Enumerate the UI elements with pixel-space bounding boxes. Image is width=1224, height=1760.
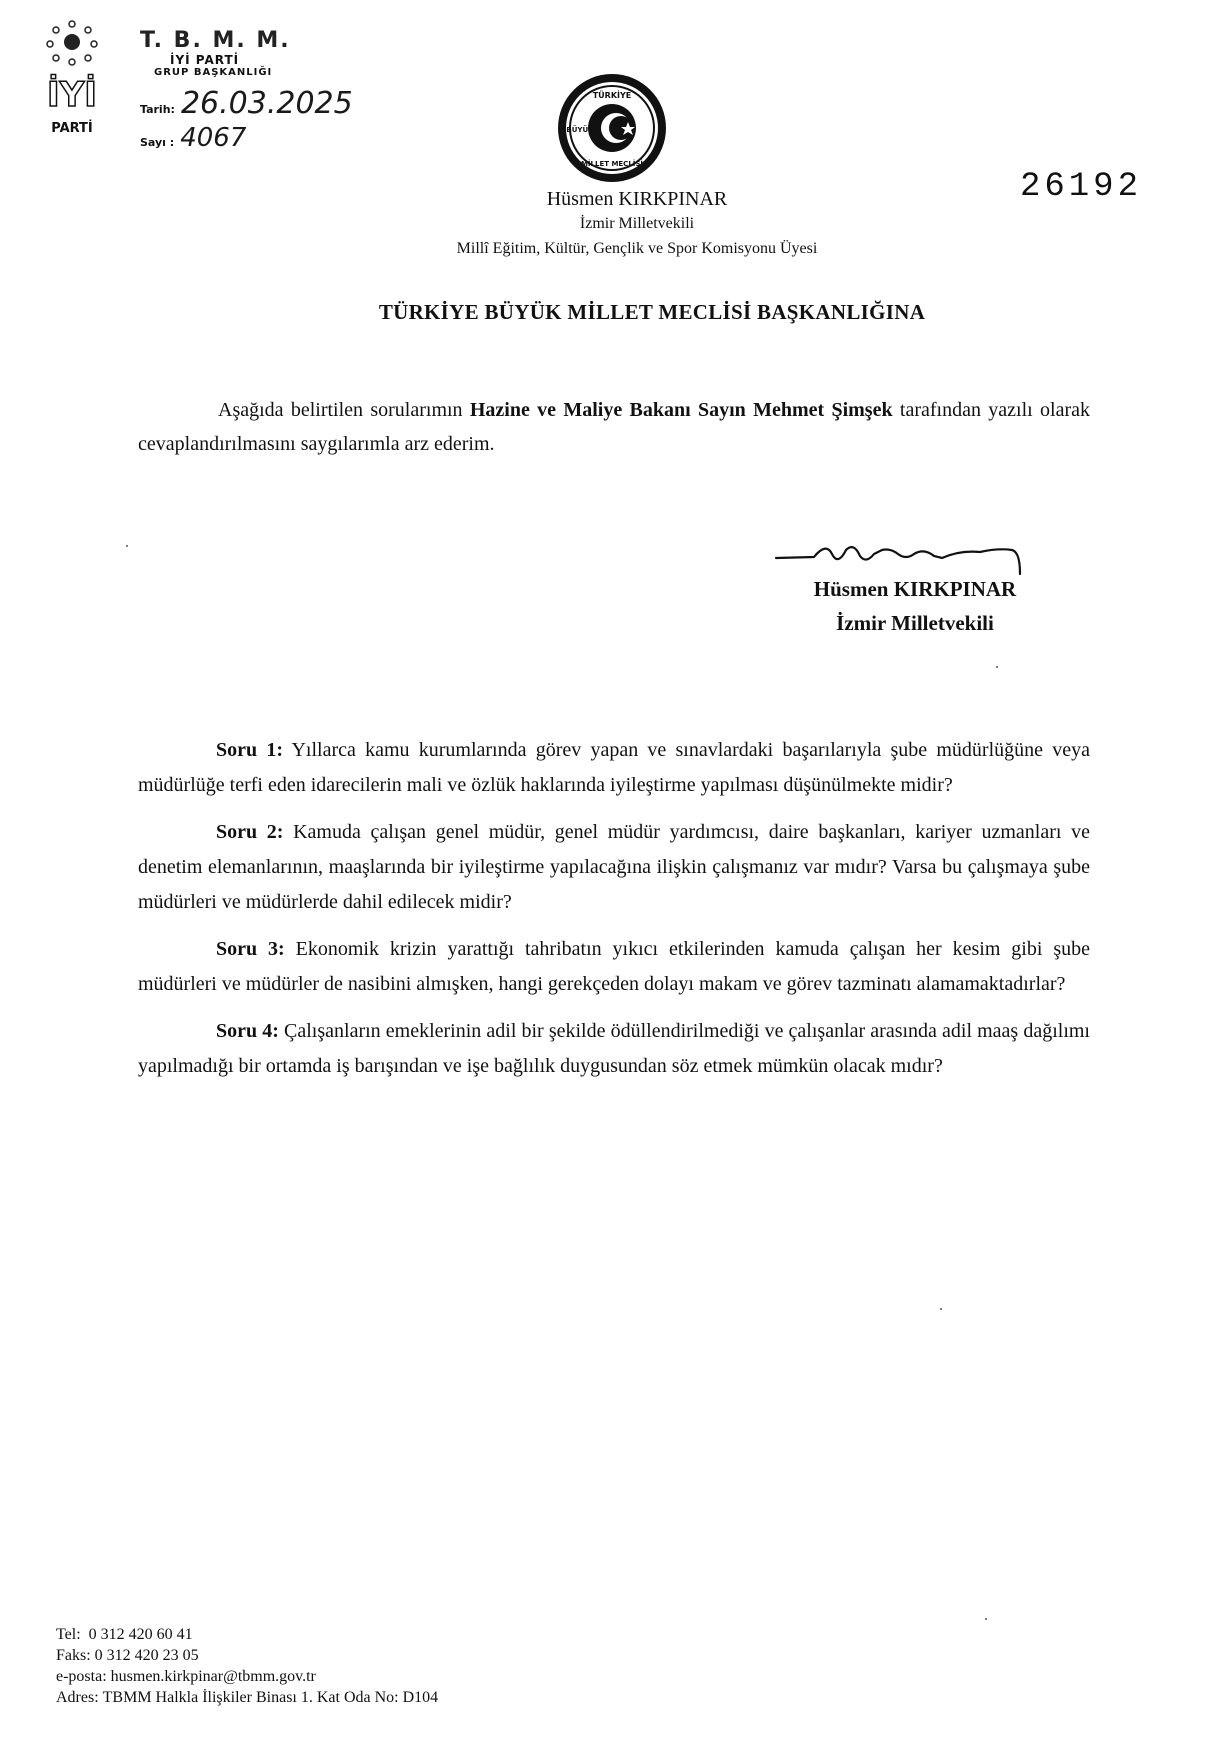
signature-name: Hüsmen KIRKPINAR — [813, 577, 1017, 601]
question-text: Yıllarca kamu kurumlarında görev yapan ve sınavlardaki başarılarıyla şube müdürlüğüne veya müdürlüğe terfi eden idarecilerin mali ve özlük haklarında iyileştirme yapılması düşünülmekte midir? — [138, 739, 1090, 796]
stamp-number-value: 4067 — [180, 123, 247, 153]
scan-speck — [985, 1618, 987, 1620]
received-stamp — [140, 28, 353, 153]
questions-list — [138, 733, 1090, 1096]
seal-text-top: TÜRKİYE — [592, 91, 632, 100]
footer-email — [56, 1666, 438, 1687]
scan-speck — [126, 545, 128, 547]
stamp-office: GRUP BAŞKANLIĞI — [154, 67, 273, 78]
question-text: Ekonomik krizin yarattığı tahribatın yıkıcı etkilerinden kamuda çalışan her kesim gibi şube müdürleri ve müdürler de nasibini almışken, hangi gerekçeden dolayı makam ve görev tazminatı alamamaktadırlar? — [138, 938, 1090, 995]
email-label: e-posta: — [56, 1668, 107, 1685]
intro-after: tarafından yazılı olarak cevaplandırılmasını saygılarımla arz ederim. — [138, 399, 1090, 455]
recipient-title: TÜRKİYE BÜYÜK MİLLET MECLİSİ BAŞKANLIĞINA — [378, 300, 926, 324]
seal-text-bottom: MİLLET MECLİSİ — [580, 160, 644, 168]
fax-value: 0 312 420 23 05 — [94, 1647, 199, 1664]
contact-footer — [56, 1624, 438, 1708]
email-value: husmen.kirkpinar@tbmm.gov.tr — [110, 1668, 316, 1685]
stamp-date-label: Tarih: — [140, 103, 175, 116]
sender-committee: Millî Eğitim, Kültür, Gençlik ve Spor Komisyonu Üyesi — [456, 240, 818, 257]
footer-tel — [56, 1624, 438, 1645]
question-3 — [138, 932, 1090, 1002]
question-text: Kamuda çalışan genel müdür, genel müdür yardımcısı, daire başkanları, kariyer uzmanları ve denetim elemanlarının, maaşlarında bir iyileştirme yapılacağına ilişkin çalışmanız var mıdır? Varsa bu çalışmaya şube müdürleri ve müdürlerde dahil edilecek midir? — [138, 821, 1090, 913]
document-number: 26192 — [1019, 168, 1142, 206]
tbmm-seal — [556, 72, 668, 184]
scan-speck — [940, 1308, 942, 1310]
question-4 — [138, 1014, 1090, 1084]
tel-label: Tel: — [56, 1626, 81, 1643]
signature-block — [790, 572, 1040, 640]
question-label: Soru 2: — [216, 821, 284, 843]
tel-value: 0 312 420 60 41 — [88, 1626, 193, 1643]
address-value: TBMM Halkla İlişkiler Binası 1. Kat Oda No: D104 — [102, 1689, 439, 1706]
stamp-number-label: Sayı : — [140, 136, 175, 149]
question-text: Çalışanların emeklerinin adil bir şekilde ödüllendirilmediği ve çalışanlar arasında adil maaş dağılımı yapılmadığı bir ortamda iş barışından ve işe bağlılık duygusundan söz etmek mümkün olacak mıdır? — [138, 1020, 1090, 1077]
signature-title: İzmir Milletvekili — [836, 611, 994, 635]
question-label: Soru 3: — [216, 938, 285, 960]
intro-before: Aşağıda belirtilen sorularımın — [218, 399, 470, 421]
handwritten-signature — [774, 538, 1034, 576]
question-2 — [138, 815, 1090, 920]
question-label: Soru 4: — [216, 1020, 279, 1042]
question-label: Soru 1: — [216, 739, 283, 761]
stamp-party: İYİ PARTİ — [170, 53, 240, 67]
stamp-date-row — [140, 86, 353, 121]
seal-text-mid: BÜYÜK — [566, 126, 594, 134]
footer-fax — [56, 1645, 438, 1666]
intro-paragraph — [138, 393, 1090, 461]
sender-name: Hüsmen KIRKPINAR — [546, 188, 728, 210]
logo-subtext: PARTİ — [51, 121, 93, 136]
footer-address — [56, 1687, 438, 1708]
sender-title: İzmir Milletvekili — [579, 215, 695, 232]
letter-header — [0, 186, 1224, 262]
intro-minister: Hazine ve Maliye Bakanı Sayın Mehmet Şimşek — [469, 399, 893, 421]
logo-text: İYİ — [47, 75, 97, 115]
fax-label: Faks: — [56, 1647, 91, 1664]
address-label: Adres: — [56, 1689, 99, 1706]
party-logo — [38, 20, 108, 140]
stamp-number-row — [140, 123, 353, 153]
question-1 — [138, 733, 1090, 803]
stamp-date-value: 26.03.2025 — [180, 86, 353, 121]
stamp-org: T. B. M. M. — [140, 28, 291, 53]
scan-speck — [996, 666, 998, 668]
